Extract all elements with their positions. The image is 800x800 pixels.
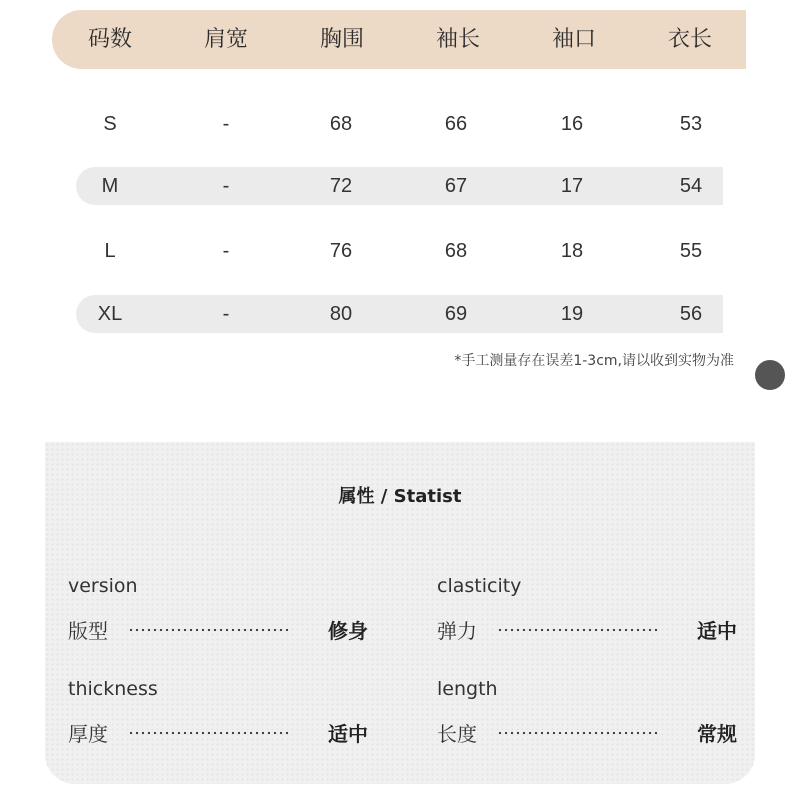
attribute-version (68, 575, 368, 655)
cell-body-length: 55 (679, 240, 703, 262)
leader-dots (128, 730, 288, 736)
cell-shoulder: - (222, 303, 230, 325)
attribute-length (437, 678, 737, 758)
cell-shoulder: - (222, 175, 230, 197)
cell-size: S (103, 113, 117, 135)
table-row (0, 232, 800, 270)
cell-sleeve-length: 66 (444, 113, 468, 135)
header-sleeve-length: 袖长 (435, 27, 480, 52)
cell-cuff: 18 (560, 240, 584, 262)
cell-size: M (101, 175, 119, 197)
table-row (0, 295, 800, 333)
cell-cuff: 16 (560, 113, 584, 135)
size-table-header (52, 10, 746, 69)
cell-size: XL (97, 303, 123, 325)
cell-chest: 80 (329, 303, 353, 325)
header-size: 码数 (87, 27, 132, 52)
header-chest: 胸围 (319, 27, 364, 52)
cell-cuff: 17 (560, 175, 584, 197)
side-scroll-handle[interactable] (755, 360, 785, 390)
cell-chest: 76 (329, 240, 353, 262)
cell-cuff: 19 (560, 303, 584, 325)
table-row (0, 167, 800, 205)
cell-sleeve-length: 67 (444, 175, 468, 197)
cell-chest: 72 (329, 175, 353, 197)
cell-sleeve-length: 68 (444, 240, 468, 262)
cell-body-length: 56 (679, 303, 703, 325)
attribute-value: 适中 (697, 619, 737, 643)
attribute-value: 常规 (697, 722, 737, 746)
attribute-label-zh: 厚度 (68, 722, 108, 746)
cell-sleeve-length: 69 (444, 303, 468, 325)
measurement-note: *手工测量存在误差1-3cm,请以收到实物为准 (454, 353, 734, 369)
attribute-value: 修身 (328, 619, 368, 643)
attribute-value: 适中 (328, 722, 368, 746)
leader-dots (497, 627, 657, 633)
attributes-panel (45, 442, 755, 784)
attribute-label-en: version (68, 575, 138, 597)
attribute-label-en: clasticity (437, 575, 522, 597)
cell-chest: 68 (329, 113, 353, 135)
attribute-label-zh: 长度 (437, 722, 477, 746)
attributes-title: 属性 / Statist (338, 486, 462, 507)
attribute-elasticity (437, 575, 737, 655)
cell-shoulder: - (222, 240, 230, 262)
attribute-thickness (68, 678, 368, 758)
header-cuff: 袖口 (551, 27, 596, 52)
attribute-label-zh: 版型 (68, 619, 108, 643)
row-shading (76, 295, 723, 333)
row-shading (76, 167, 723, 205)
header-body-length: 衣长 (667, 27, 712, 52)
attribute-label-en: thickness (68, 678, 158, 700)
cell-body-length: 53 (679, 113, 703, 135)
table-row (0, 105, 800, 143)
attribute-label-en: length (437, 678, 498, 700)
leader-dots (497, 730, 657, 736)
cell-shoulder: - (222, 113, 230, 135)
cell-size: L (104, 240, 116, 262)
header-shoulder: 肩宽 (203, 27, 248, 52)
cell-body-length: 54 (679, 175, 703, 197)
leader-dots (128, 627, 288, 633)
attribute-label-zh: 弹力 (437, 619, 477, 643)
